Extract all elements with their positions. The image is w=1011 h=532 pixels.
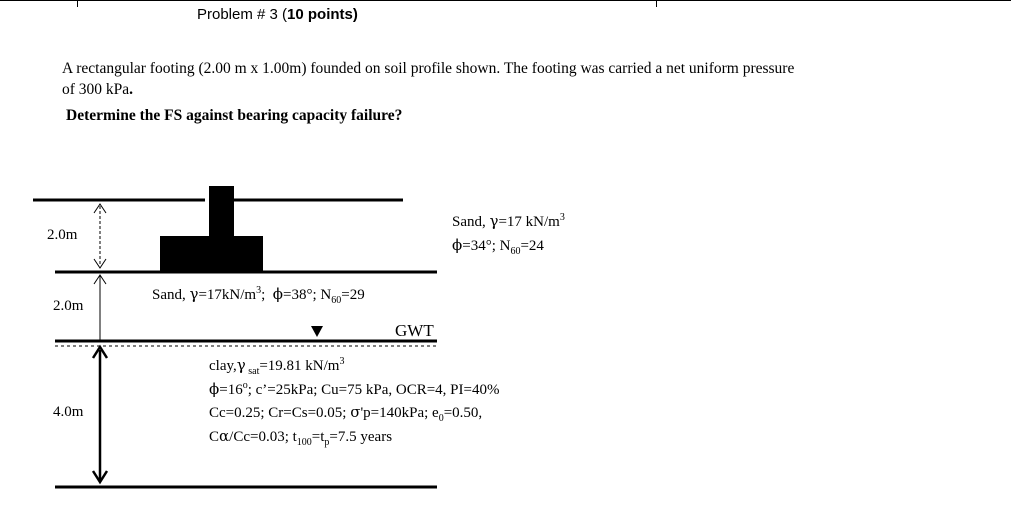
gwt-triangle-icon [311,326,323,337]
layer2-description [152,285,365,304]
footing-base [160,236,263,271]
layer2-n-value: =29 [341,287,365,303]
gamma-symbol: γ [489,212,499,230]
gamma-symbol: γ [189,285,199,303]
layer1-phi-value: =34°; N [462,238,511,254]
layer3-line-3 [209,403,482,422]
thickness-label-2: 2.0m [53,298,84,314]
phi-symbol: ϕ [272,285,284,303]
layer3-phi-value: =16 [219,382,243,398]
layer1-line-1 [452,212,565,231]
layer2-n-sub: 60 [331,295,342,306]
layer3-void-ratio: =0.50, [443,405,483,421]
layer3-tp-sub: p [324,437,330,448]
layer3-t100-sub: 100 [296,437,312,448]
layer3-strength-params: ; c’=25kPa; Cu=75 kPa, OCR=4, PI=40% [247,382,500,398]
problem-heading-text: Problem # 3 ( [197,6,288,23]
layer1-line-2 [452,236,544,255]
layer1-soil-type: Sand, [452,214,490,230]
layer3-phi-degree: o [242,380,248,391]
layer3-unit-weight: =19.81 kN/m [259,358,340,374]
phi-symbol: ϕ [452,236,463,254]
layer3-line-4 [209,427,392,446]
layer3-e-sub: 0 [438,413,444,424]
layer3-line-1 [209,356,344,375]
layer3-sat-sub: sat [245,366,260,377]
layer2-sep: ; [261,287,273,303]
statement-line-1: A rectangular footing (2.00 m x 1.00m) founded on soil profile shown. The footing was carried a net uniform pressure [62,60,795,77]
problem-heading-end: ) [352,6,358,23]
layer2-soil-type: Sand, [152,287,190,303]
statement-line-2: of 300 kPa [62,81,130,98]
statement-period: . [129,81,134,98]
thickness-label-1: 2.0m [47,227,78,243]
footing-column [209,186,234,238]
layer2-unit-exp: 3 [256,285,262,296]
layer1-n-sub: 60 [510,246,521,257]
gamma-symbol: γ [236,356,246,374]
thickness-label-3: 4.0m [53,404,84,420]
layer1-n-value: =24 [520,238,544,254]
layer3-preconsolidation: 'p=140kPa; e [360,405,439,421]
layer2-phi-value: =38°; N [283,287,332,303]
problem-points: 10 points [287,6,353,23]
layer3-secondary-ratio: /Cc=0.03; t [229,429,297,445]
alpha-symbol: α [219,427,230,445]
layer3-tp-eq: =t [311,429,325,445]
layer3-unit-exp: 3 [339,356,345,367]
gwt-label: GWT [395,321,434,340]
layer3-c-letter: C [209,429,220,445]
layer3-line-2 [209,380,499,399]
layer3-soil-type: clay, [209,358,237,374]
layer1-unit-weight: =17 kN/m [498,214,560,230]
layer3-compression-indices: Cc=0.25; Cr=Cs=0.05; [209,405,351,421]
layer1-unit-exp: 3 [559,212,565,223]
phi-symbol: ϕ [209,380,220,398]
sigma-symbol: σ [350,403,361,421]
layer3-time-value: =7.5 years [329,429,393,445]
layer2-unit-weight: =17kN/m [198,287,257,303]
question-text: Determine the FS against bearing capacity failure? [66,107,403,124]
